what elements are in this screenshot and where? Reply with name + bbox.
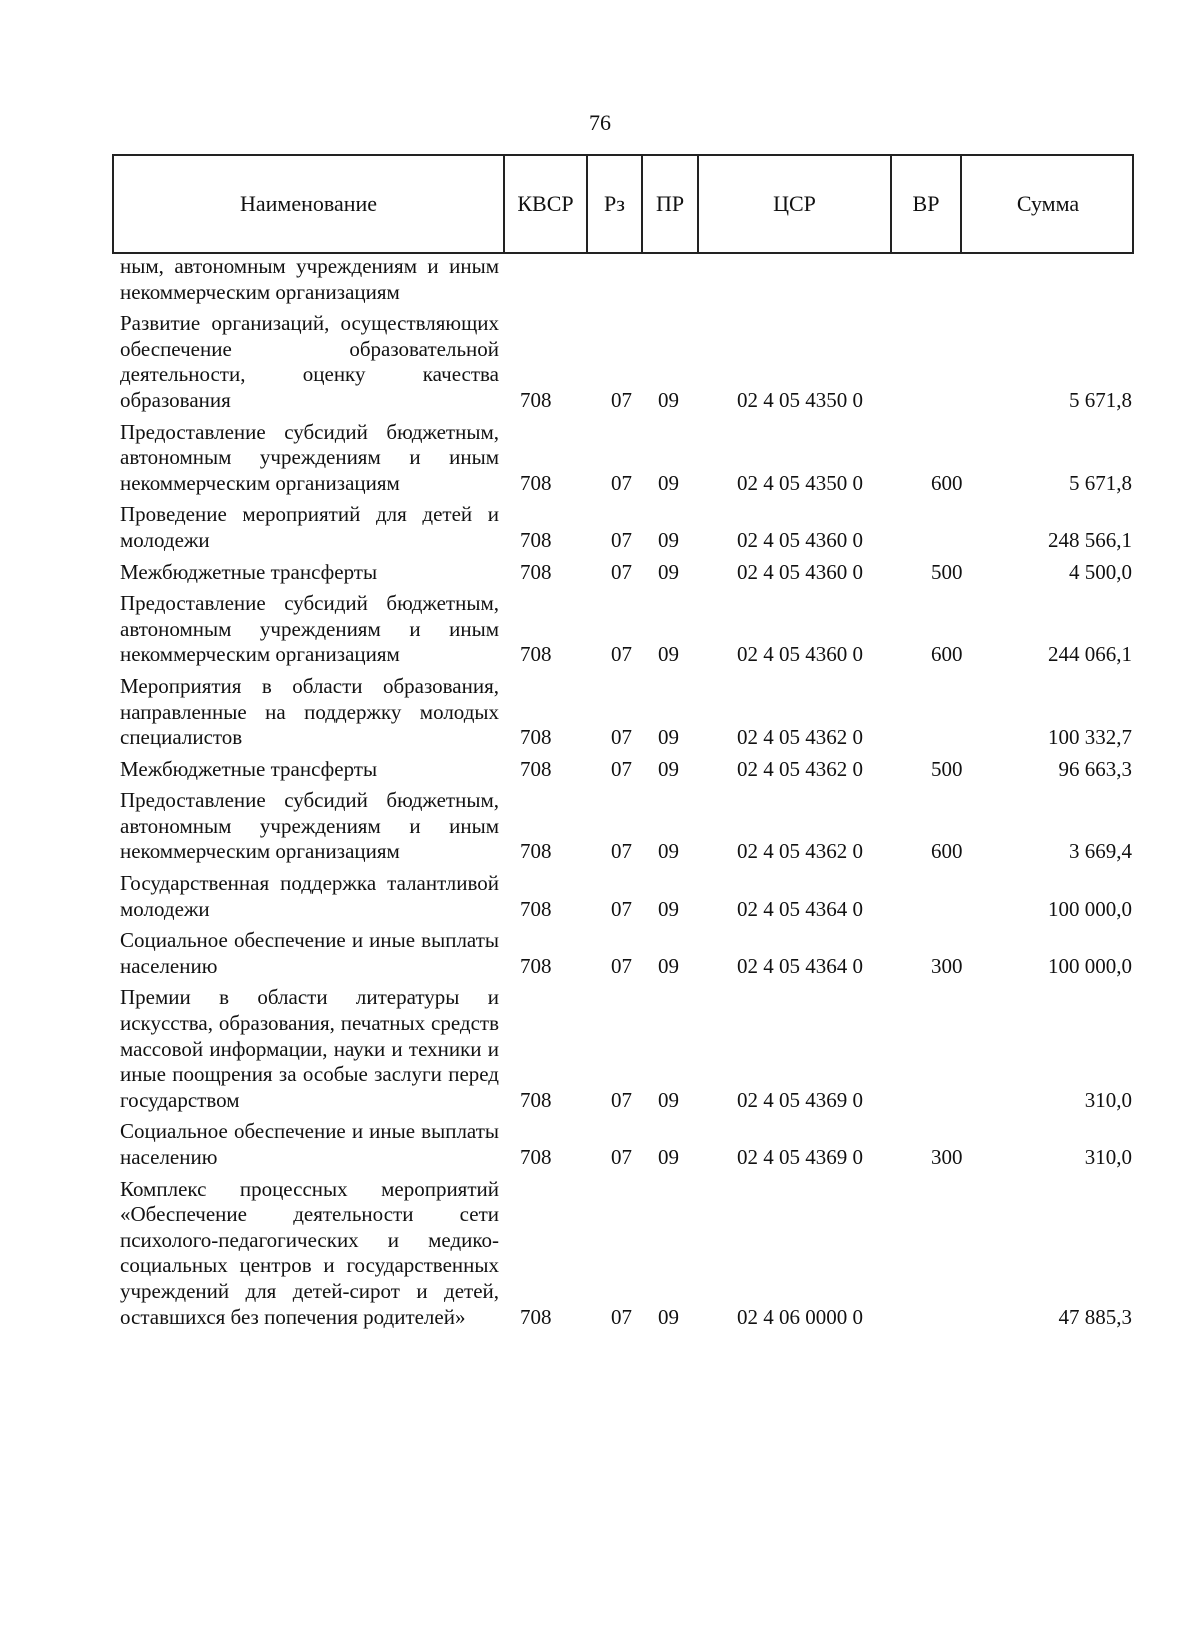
cell-rz: 07	[611, 1304, 632, 1329]
header-kvsr: КВСР	[503, 156, 586, 252]
row-name: Социальное обеспечение и иные выплаты населению	[120, 1119, 499, 1169]
table-row	[120, 757, 1184, 783]
header-rz: Рз	[586, 156, 641, 252]
cell-sum: 4 500,0	[1069, 559, 1132, 584]
cell-csr: 02 4 05 4360 0	[737, 527, 863, 552]
cell-kvsr: 708	[520, 1087, 552, 1112]
table-row	[120, 502, 1184, 553]
cell-csr: 02 4 05 4369 0	[737, 1087, 863, 1112]
cell-kvsr: 708	[520, 527, 552, 552]
cell-pr: 09	[658, 1087, 679, 1112]
cell-sum: 47 885,3	[1058, 1304, 1132, 1329]
table-row	[120, 928, 1184, 979]
table-row	[120, 674, 1184, 751]
cell-pr: 09	[658, 1304, 679, 1329]
table-row	[120, 254, 1184, 305]
cell-vr: 600	[931, 839, 963, 864]
header-name: Наименование	[239, 191, 378, 216]
table-row	[120, 985, 1184, 1113]
cell-vr: 300	[931, 1145, 963, 1169]
cell-vr: 600	[931, 470, 963, 495]
cell-csr: 02 4 05 4364 0	[737, 953, 863, 978]
cell-sum: 310,0	[1084, 1087, 1132, 1112]
cell-kvsr: 708	[520, 896, 552, 921]
cell-sum: 100 000,0	[1048, 953, 1132, 978]
cell-pr: 09	[658, 1145, 679, 1169]
cell-vr: 500	[931, 756, 963, 781]
cell-rz: 07	[611, 839, 632, 864]
table-row	[120, 591, 1184, 668]
cell-sum: 3 669,4	[1069, 839, 1132, 864]
table-row	[120, 1177, 1184, 1331]
cell-kvsr: 708	[520, 756, 552, 781]
table-row	[120, 560, 1184, 586]
cell-pr: 09	[658, 559, 679, 584]
cell-rz: 07	[611, 642, 632, 667]
cell-kvsr: 708	[520, 470, 552, 495]
row-name: Проведение мероприятий для детей и молодежи	[120, 502, 499, 552]
cell-kvsr: 708	[520, 725, 552, 750]
cell-csr: 02 4 05 4362 0	[737, 725, 863, 750]
table-body	[0, 254, 1200, 1336]
cell-kvsr: 708	[520, 1145, 552, 1169]
cell-vr: 500	[931, 559, 963, 584]
cell-csr: 02 4 05 4360 0	[737, 559, 863, 584]
row-name: Мероприятия в области образования, направленные на поддержку молодых специалистов	[120, 673, 499, 750]
cell-sum: 244 066,1	[1048, 642, 1132, 667]
cell-vr: 300	[931, 953, 963, 978]
cell-kvsr: 708	[520, 1304, 552, 1329]
header-vr: ВР	[890, 156, 960, 252]
table-header	[112, 154, 1134, 254]
cell-sum: 310,0	[1084, 1145, 1132, 1169]
row-name: Комплекс процессных мероприятий «Обеспечение деятельности сети психолого-педагогических и медико-социальных центров и государственных учреждений для детей-сирот и детей, оставшихся без попечения родителей»	[120, 1176, 499, 1329]
cell-csr: 02 4 05 4360 0	[737, 642, 863, 667]
cell-rz: 07	[611, 527, 632, 552]
cell-kvsr: 708	[520, 387, 552, 412]
cell-rz: 07	[611, 1087, 632, 1112]
cell-kvsr: 708	[520, 953, 552, 978]
header-sum: Сумма	[960, 156, 1134, 252]
cell-sum: 5 671,8	[1069, 470, 1132, 495]
cell-csr: 02 4 05 4369 0	[737, 1145, 863, 1169]
row-name: Межбюджетные трансферты	[120, 559, 378, 584]
row-name: Межбюджетные трансферты	[120, 756, 378, 781]
table-row	[120, 420, 1184, 497]
table-row	[120, 871, 1184, 922]
cell-sum: 248 566,1	[1048, 527, 1132, 552]
cell-rz: 07	[611, 559, 632, 584]
cell-sum: 96 663,3	[1058, 756, 1132, 781]
cell-rz: 07	[611, 896, 632, 921]
cell-kvsr: 708	[520, 559, 552, 584]
row-name: ным, автономным учреждениям и иным некоммерческим организациям	[120, 254, 499, 304]
cell-vr: 600	[931, 642, 963, 667]
table-row	[120, 788, 1184, 865]
row-name: Предоставление субсидий бюджетным, автономным учреждениям и иным некоммерческим организациям	[120, 591, 499, 667]
cell-sum: 100 000,0	[1048, 896, 1132, 921]
cell-pr: 09	[658, 387, 679, 412]
cell-pr: 09	[658, 953, 679, 978]
cell-pr: 09	[658, 839, 679, 864]
cell-rz: 07	[611, 1145, 632, 1169]
cell-rz: 07	[611, 756, 632, 781]
cell-csr: 02 4 05 4350 0	[737, 387, 863, 412]
cell-pr: 09	[658, 725, 679, 750]
cell-rz: 07	[611, 953, 632, 978]
cell-sum: 100 332,7	[1048, 725, 1132, 750]
cell-pr: 09	[658, 470, 679, 495]
row-name: Социальное обеспечение и иные выплаты населению	[120, 928, 499, 978]
cell-csr: 02 4 06 0000 0	[737, 1304, 863, 1329]
table-row	[120, 311, 1184, 413]
row-name: Предоставление субсидий бюджетным, автономным учреждениям и иным некоммерческим организациям	[120, 788, 499, 864]
cell-rz: 07	[611, 387, 632, 412]
cell-pr: 09	[658, 642, 679, 667]
table-row	[120, 1119, 1184, 1170]
cell-rz: 07	[611, 470, 632, 495]
cell-pr: 09	[658, 527, 679, 552]
row-name: Развитие организаций, осуществляющих обеспечение образовательной деятельности, оценку качества образования	[120, 311, 499, 412]
cell-csr: 02 4 05 4364 0	[737, 896, 863, 921]
cell-kvsr: 708	[520, 839, 552, 864]
cell-pr: 09	[658, 896, 679, 921]
cell-kvsr: 708	[520, 642, 552, 667]
cell-csr: 02 4 05 4362 0	[737, 756, 863, 781]
header-pr: ПР	[641, 156, 697, 252]
row-name: Премии в области литературы и искусства, образования, печатных средств массовой информации, науки и техники и иные поощрения за особые заслуги перед государством	[120, 985, 499, 1112]
cell-rz: 07	[611, 725, 632, 750]
cell-csr: 02 4 05 4362 0	[737, 839, 863, 864]
page-number: 76	[589, 110, 611, 135]
row-name: Предоставление субсидий бюджетным, автономным учреждениям и иным некоммерческим организациям	[120, 419, 499, 495]
row-name: Государственная поддержка талантливой молодежи	[120, 871, 499, 921]
header-csr: ЦСР	[697, 156, 890, 252]
cell-csr: 02 4 05 4350 0	[737, 470, 863, 495]
cell-sum: 5 671,8	[1069, 387, 1132, 412]
cell-pr: 09	[658, 756, 679, 781]
